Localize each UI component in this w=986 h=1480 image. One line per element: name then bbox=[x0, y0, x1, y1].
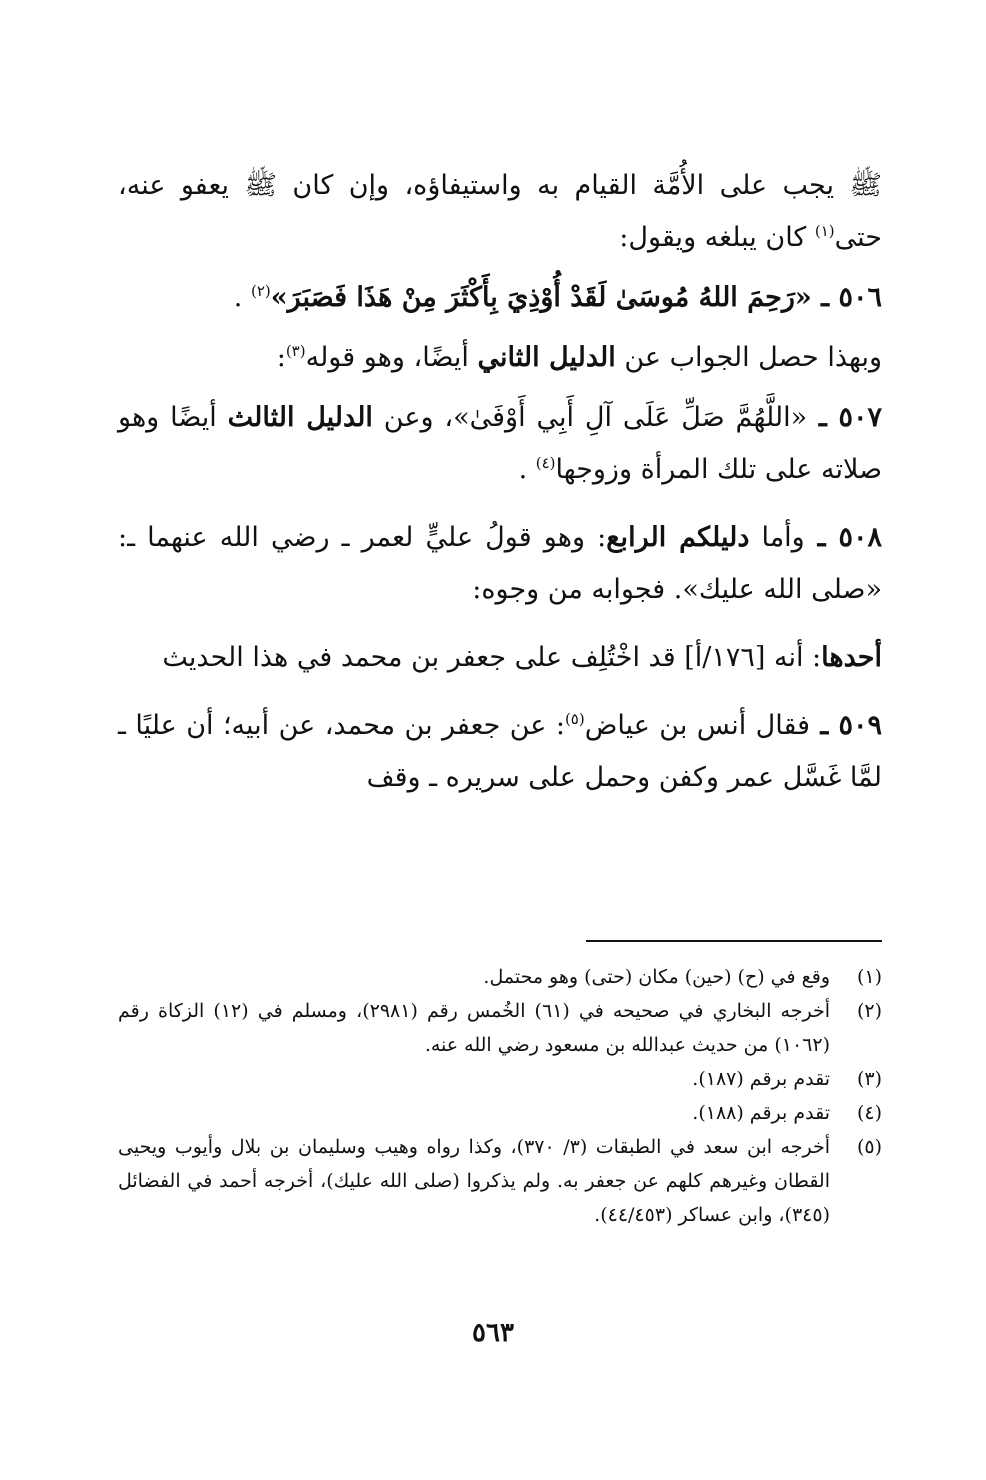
third-evidence-heading: الدليل الثالث bbox=[227, 402, 373, 433]
footnote-ref-5[interactable]: (٥) bbox=[564, 710, 585, 728]
footnote-4 bbox=[118, 1096, 882, 1130]
paragraph-506-end: . bbox=[233, 282, 251, 313]
first-reason-text: : أنه [١٧٦/أ] قد اخْتُلِف على جعفر بن محمد في هذا الحديث bbox=[162, 642, 822, 673]
paragraph-507-text-2: أيضًا وهو صلاته على تلك المرأة وزوجها bbox=[118, 402, 882, 485]
paragraph-507 bbox=[118, 392, 882, 496]
main-text bbox=[118, 160, 882, 820]
footnote-ref-4[interactable]: (٤) bbox=[535, 454, 556, 472]
paragraph-508-text: وأما bbox=[749, 522, 805, 553]
paragraph-3-text: وبهذا حصل الجواب عن bbox=[615, 342, 882, 373]
paragraph-508 bbox=[118, 512, 882, 616]
footnote-3 bbox=[118, 1062, 882, 1096]
second-evidence-heading: الدليل الثاني bbox=[477, 342, 616, 373]
hadith-number-506: ٥٠٦ ـ bbox=[811, 282, 882, 313]
footnote-text: تقدم برقم (١٨٧). bbox=[692, 1068, 830, 1090]
footnote-text: أخرجه ابن سعد في الطبقات (٣/ ٣٧٠)، وكذا رواه وهيب وسليمان بن بلال وأيوب ويحيى القطان وغيرهم كلهم عن جعفر به. ولم يذكروا (صلى الله عليك)، أخرجه أحمد في الفضائل (٣٤٥)، وابن عساكر (٤٤/٤٥٣). bbox=[118, 1136, 830, 1226]
paragraph-1 bbox=[118, 160, 882, 264]
footnote-number: (١) bbox=[856, 966, 882, 988]
footnote-ref-1[interactable]: (١) bbox=[814, 222, 835, 240]
footnote-number: (٥) bbox=[856, 1136, 882, 1158]
paragraph-1-text: ﷺ يجب على الأُمَّة القيام به واستيفاؤه، وإن كان ﷺ يعفو عنه، حتى bbox=[118, 170, 882, 253]
footnote-divider bbox=[586, 940, 882, 942]
footnote-2 bbox=[118, 994, 882, 1062]
footnote-text: أخرجه البخاري في صحيحه في (٦١) الخُمس رقم (٢٩٨١)، ومسلم في (١٢) الزكاة رقم (١٠٦٢) من حديث عبدالله بن مسعود رضي الله عنه. bbox=[118, 1000, 831, 1056]
footnote-number: (٣) bbox=[856, 1068, 882, 1090]
page-number: ٥٦٣ bbox=[472, 1318, 514, 1348]
footnote-1 bbox=[118, 960, 882, 994]
hadith-number-507: ٥٠٧ ـ bbox=[807, 402, 882, 433]
paragraph-509-text: فقال أنس بن عياض bbox=[584, 710, 811, 741]
footnote-5 bbox=[118, 1130, 882, 1232]
paragraph-508-text-2: : وهو قولُ عليٍّ لعمر ـ رضي الله عنهما ـ: «صلى الله عليك». فجوابه من وجوه: bbox=[118, 522, 882, 605]
footnote-number: (٤) bbox=[856, 1102, 882, 1124]
paragraph-3 bbox=[118, 332, 882, 384]
first-reason-heading: أحدها bbox=[821, 642, 882, 673]
hadith-number-508: ٥٠٨ ـ bbox=[804, 522, 882, 553]
footnote-ref-2[interactable]: (٢) bbox=[250, 282, 271, 300]
paragraph-first-reason bbox=[118, 632, 882, 684]
paragraph-509 bbox=[118, 700, 882, 804]
fourth-evidence-heading: دليلكم الرابع bbox=[606, 522, 750, 553]
footnotes bbox=[118, 960, 882, 1232]
hadith-text-507: «اللَّهُمَّ صَلِّ عَلَى آلِ أَبِي أَوْفَىٰ»، وعن bbox=[372, 402, 808, 433]
paragraph-507-text-3: . bbox=[518, 454, 536, 485]
footnote-text: وقع في (ح) (حين) مكان (حتى) وهو محتمل. bbox=[483, 966, 830, 988]
footnote-text: تقدم برقم (١٨٨). bbox=[692, 1102, 830, 1124]
paragraph-3-text-2: أيضًا، وهو قوله bbox=[305, 342, 478, 373]
hadith-text-506: «رَحِمَ اللهُ مُوسَىٰ لَقَدْ أُوْذِيَ بِأَكْثَرَ مِنْ هَذَا فَصَبَرَ» bbox=[270, 282, 812, 313]
paragraph-506 bbox=[118, 272, 882, 324]
paragraph-509-text-2: : عن جعفر بن محمد، عن أبيه؛ أن عليًا ـ لمَّا غَسَّل عمر وكفن وحمل على سريره ـ وقف bbox=[118, 710, 882, 793]
paragraph-3-text-3: : bbox=[276, 342, 286, 373]
hadith-number-509: ٥٠٩ ـ bbox=[810, 710, 882, 741]
footnote-ref-3[interactable]: (٣) bbox=[285, 342, 306, 360]
paragraph-1-text-2: كان يبلغه ويقول: bbox=[619, 222, 815, 253]
footnote-number: (٢) bbox=[856, 1000, 882, 1022]
